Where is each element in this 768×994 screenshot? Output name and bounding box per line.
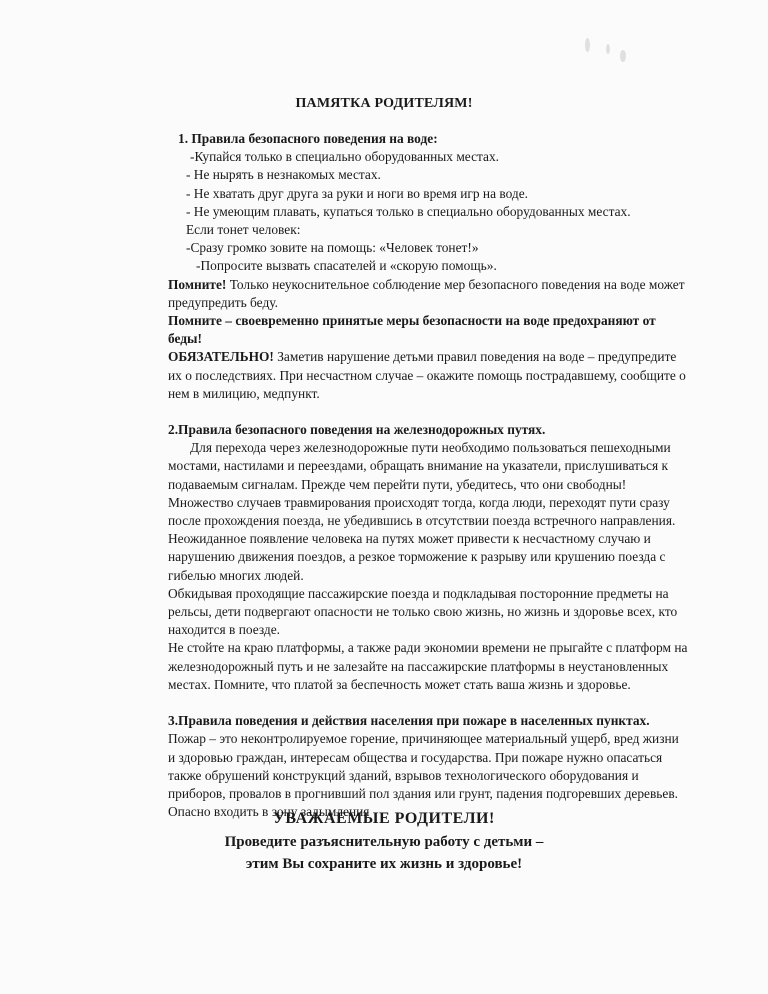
paragraph-line: приборов, провалов в прогнивший пол здания или грунт, падения подгоревших деревьев.	[168, 785, 679, 801]
list-item: -Купайся только в специально оборудованных местах.	[190, 149, 500, 165]
page-title: ПАМЯТКА РОДИТЕЛЯМ!	[295, 96, 473, 111]
scan-speck	[585, 38, 590, 52]
paragraph-line: после прохождения поезда, не убедившись в отсутствии поезда встречного направления.	[168, 513, 676, 529]
paragraph-line: железнодорожный путь и не залезайте на пассажирские платформы в неустановленных	[168, 658, 669, 674]
paragraph-line: рельсы, дети подвергают опасности не только свою жизнь, но жизнь и здоровье всех, кто	[168, 604, 678, 620]
paragraph-line: Неожиданное появление человека на путях может привести к несчастному случаю и	[168, 531, 651, 547]
remember-line	[168, 276, 758, 294]
paragraph-line: Множество случаев травмирования происходят тогда, когда люди, переходят пути сразу	[168, 494, 670, 510]
scan-speck	[620, 50, 626, 62]
paragraph-line: подаваемым сигналам. Прежде чем перейти пути, убедитесь, что они свободны!	[168, 476, 627, 492]
warning-text: Помните – своевременно принятые меры безопасности на воде предохраняют от	[168, 313, 656, 329]
mandatory-label: ОБЯЗАТЕЛЬНО!	[168, 349, 274, 365]
list-item: -Попросите вызвать спасателей и «скорую помощь».	[196, 258, 497, 274]
footer-heading: УВАЖАЕМЫЕ РОДИТЕЛИ!	[273, 810, 495, 827]
footer-line: Проведите разъяснительную работу с детьми –	[224, 834, 544, 850]
list-item: - Не хватать друг друга за руки и ноги во время игр на воде.	[186, 185, 529, 201]
paragraph-line: гибелью многих людей.	[168, 567, 304, 583]
drowning-intro: Если тонет человек:	[186, 222, 301, 238]
list-item: -Сразу громко зовите на помощь: «Человек тонет!»	[186, 240, 479, 256]
paragraph-line: местах. Помните, что платой за беспечность может стать ваша жизнь и здоровье.	[168, 676, 631, 692]
paragraph-line: Опасно входить в зону задымления	[168, 804, 370, 820]
remember-text: Только неукоснительное соблюдение мер безопасного поведения на воде может	[226, 276, 685, 292]
list-item: - Не нырять в незнакомых местах.	[186, 167, 381, 183]
paragraph-line: находится в поезде.	[168, 622, 281, 638]
paragraph-line: и здоровью граждан, интересам общества и государства. При пожаре нужно опасаться	[168, 749, 663, 765]
section3-heading: 3.Правила поведения и действия населения при пожаре в населенных пунктах.	[168, 713, 650, 729]
footer-appeal	[0, 807, 768, 875]
paragraph-line: нарушению движения поездов, а резкое торможение к разрыву или крушению поезда с	[168, 549, 666, 565]
warning-text-cont: беды!	[168, 331, 202, 347]
remember-label: Помните!	[168, 276, 227, 292]
paragraph-line: Обкидывая проходящие пассажирские поезда и подкладывая посторонние предметы на	[168, 585, 669, 601]
mandatory-line	[168, 348, 758, 366]
footer-line: этим Вы сохраните их жизнь и здоровье!	[245, 856, 523, 872]
document-body	[168, 130, 758, 821]
paragraph-line: также обрушений конструкций зданий, взрывов технологического оборудования и	[168, 767, 639, 783]
paragraph-line: Не стойте на краю платформы, а также ради экономии времени не прыгайте с платформ на	[168, 640, 688, 656]
mandatory-text-cont: нем в милицию, медпункт.	[168, 385, 320, 401]
section2-heading: 2.Правила безопасного поведения на железнодорожных путях.	[168, 422, 546, 438]
paragraph-line: Пожар – это неконтролируемое горение, причиняющее материальный ущерб, вред жизни	[168, 731, 679, 747]
paragraph-line: Для перехода через железнодорожные пути необходимо пользоваться пешеходными	[190, 440, 671, 456]
mandatory-text-cont: их о последствиях. При несчастном случае – окажите помощь пострадавшему, сообщите о	[168, 367, 686, 383]
remember-text-cont: предупредить беду.	[168, 294, 278, 310]
scan-speck	[606, 44, 610, 54]
section1-heading: 1. Правила безопасного поведения на воде:	[178, 131, 438, 146]
list-item: - Не умеющим плавать, купаться только в специально оборудованных местах.	[186, 203, 631, 219]
mandatory-text: Заметив нарушение детьми правил поведения на воде – предупредите	[273, 349, 677, 365]
paragraph-line: мостами, настилами и переездами, обращать внимание на указатели, прислушиваться к	[168, 458, 669, 474]
